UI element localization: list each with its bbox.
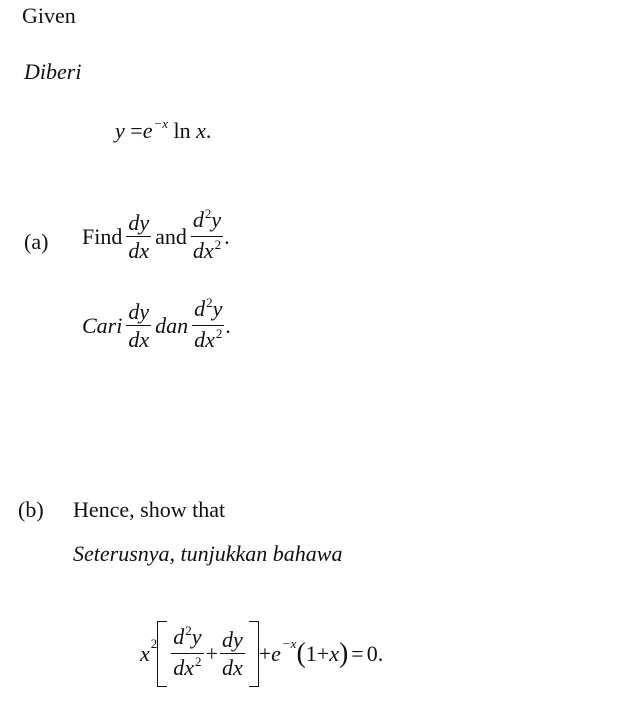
eq-x: x — [196, 118, 206, 143]
fraction-numerator: dy — [128, 299, 150, 324]
one: 1 — [305, 641, 317, 666]
plus-sign: + — [316, 641, 330, 666]
fraction-denominator: $dx^2$ — [194, 326, 223, 352]
fraction-bar — [220, 653, 245, 654]
fraction-numerator: dy — [221, 627, 243, 652]
right-bracket — [249, 621, 259, 687]
fraction-d2y-dx2 — [192, 297, 224, 355]
fraction-dy-dx — [126, 211, 151, 263]
cari-text: Cari — [82, 313, 123, 338]
final-e: e — [271, 641, 281, 666]
period: . — [224, 224, 230, 249]
fraction-d2y-dx2 — [191, 208, 223, 266]
final-e-exponent: −x — [281, 636, 297, 651]
diberi-text: Diberi — [24, 59, 82, 84]
part-a-english — [82, 208, 230, 266]
fraction-numerator: $d^2y$ — [194, 295, 223, 321]
fraction-denominator: dx — [221, 655, 243, 680]
seterusnya-text: Seterusnya, tunjukkan bahawa — [73, 541, 343, 566]
zero: 0. — [366, 641, 384, 666]
period: . — [225, 313, 231, 338]
fraction-numerator: $d^2y$ — [173, 623, 202, 649]
part-a-malay — [82, 297, 231, 355]
eq-equals: = — [130, 118, 143, 143]
final-x2: x — [329, 641, 339, 666]
fraction-bar — [126, 325, 151, 326]
final-x: x — [140, 641, 150, 666]
plus-sign: + — [258, 641, 272, 666]
fraction-denominator: dx — [128, 238, 150, 263]
eq-y: y — [115, 118, 125, 143]
hence-text: Hence, show that — [73, 497, 226, 522]
eq-period: . — [205, 118, 212, 143]
eq-ln: ln — [173, 118, 191, 143]
equals-sign: = — [351, 641, 364, 666]
final-x-exponent: 2 — [150, 636, 158, 651]
open-paren: ( — [296, 638, 306, 669]
fraction-numerator: $d^2y$ — [192, 206, 222, 232]
final-equation — [140, 621, 383, 687]
close-paren: ) — [338, 638, 349, 669]
and-text: and — [155, 224, 187, 249]
given-text: Given — [22, 3, 76, 28]
plus-sign: + — [205, 641, 218, 666]
fraction-numerator: dy — [128, 210, 150, 235]
eq-e: e — [142, 118, 153, 143]
fraction-dy-dx — [220, 628, 245, 680]
fraction-denominator: $dx^2$ — [192, 237, 222, 263]
eq-exponent: −x — [153, 116, 168, 131]
main-equation — [115, 118, 211, 144]
fraction-bar — [126, 236, 151, 237]
part-b-label: (b) — [18, 497, 44, 522]
fraction-dy-dx — [126, 300, 151, 352]
dan-text: dan — [155, 313, 189, 338]
fraction-denominator: dx — [128, 327, 150, 352]
left-bracket — [157, 621, 167, 687]
fraction-denominator: $dx^2$ — [173, 654, 202, 680]
fraction-d2y-dx2 — [171, 625, 203, 683]
find-text: Find — [82, 224, 123, 249]
part-a-label: (a) — [24, 229, 49, 254]
